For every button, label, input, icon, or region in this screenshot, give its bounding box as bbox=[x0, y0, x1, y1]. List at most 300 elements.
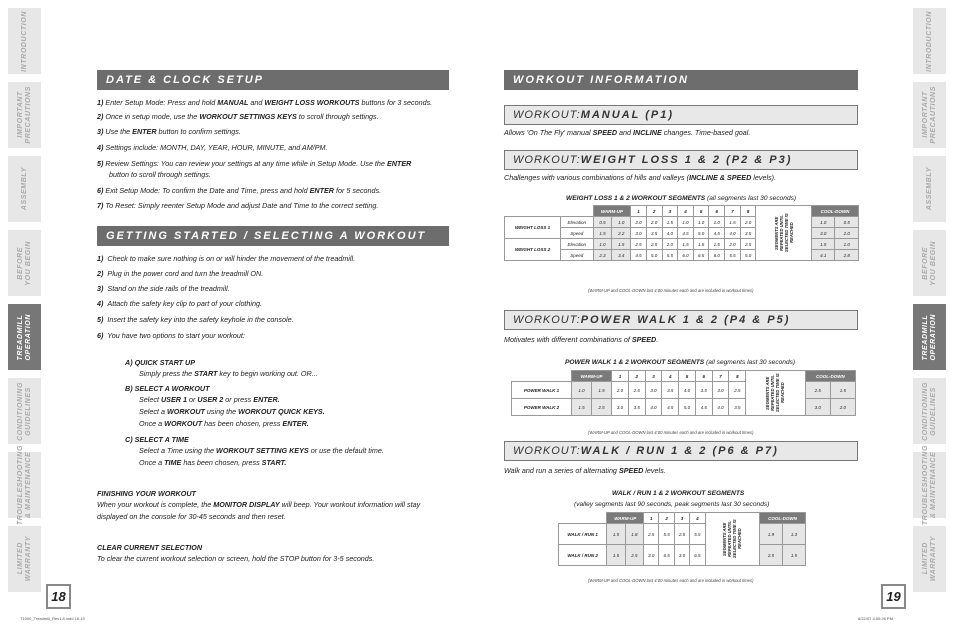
text-span: INTRODUCTION bbox=[925, 10, 933, 72]
table-cell: 5.5 bbox=[690, 524, 705, 545]
option-b-line3 bbox=[139, 419, 309, 430]
footer-file: T1000_Treadmill_Rev1.8.indd 18-19 bbox=[20, 616, 85, 621]
table-header-row bbox=[559, 513, 806, 524]
text-span: has been chosen, press bbox=[181, 458, 262, 467]
repeat-note-cell bbox=[756, 206, 812, 261]
table-cell: 5.0 bbox=[679, 399, 696, 416]
table-cell: 4.0 bbox=[712, 399, 729, 416]
text-span: MONITOR DISPLAY bbox=[213, 500, 280, 509]
text-span: 3) bbox=[97, 127, 104, 136]
page-number-left: 18 bbox=[46, 584, 71, 609]
text-span: Once a bbox=[139, 458, 165, 467]
date-clock-header: DATE & CLOCK SETUP bbox=[97, 70, 449, 90]
table-row bbox=[559, 545, 806, 566]
table-cell: 6 bbox=[695, 371, 712, 382]
text-span: or press bbox=[223, 395, 254, 404]
table-cell: 3.5 bbox=[729, 399, 746, 416]
text-span: 6) bbox=[97, 331, 104, 340]
table-cell: 4.0 bbox=[679, 382, 696, 399]
weight-loss-desc bbox=[504, 173, 776, 184]
power-walk-table bbox=[511, 370, 856, 416]
table-cell: 3.0 bbox=[805, 399, 830, 416]
text-span: WEIGHT LOSS 1 & 2 (P2 & P3) bbox=[580, 154, 793, 166]
text-span: key to begin working out. OR... bbox=[217, 369, 318, 378]
walk-run-table-sub: (valley segments last 90 seconds, peak segments last 30 seconds) bbox=[574, 501, 770, 508]
table-cell: 3.0 bbox=[812, 228, 835, 239]
text-span: START bbox=[194, 369, 218, 378]
table-cell: 1 bbox=[612, 371, 629, 382]
power-walk-desc bbox=[504, 335, 658, 346]
text-span: IMPORTANT PRECAUTIONS bbox=[921, 86, 937, 144]
table-cell: 4.5 bbox=[678, 228, 694, 239]
side-tab-before[interactable] bbox=[913, 230, 946, 296]
table-cell: 3.0 bbox=[612, 399, 629, 416]
text-span: WARM-UP bbox=[571, 371, 611, 382]
text-span: TREADMILL OPERATION bbox=[921, 313, 937, 361]
text-span: 5) bbox=[97, 315, 104, 324]
table-cell: 3.5 bbox=[740, 228, 756, 239]
weight-loss-header bbox=[504, 150, 858, 170]
text-span: or use the default time. bbox=[308, 446, 384, 455]
text-span: (all segments last 30 seconds) bbox=[705, 195, 797, 202]
table-cell: 5.0 bbox=[740, 250, 756, 261]
text-span: Attach the safety key clip to part of your clothing. bbox=[107, 299, 263, 308]
table-cell: 2.0 bbox=[830, 399, 855, 416]
side-tab-conditioning[interactable] bbox=[8, 378, 41, 444]
date-step-4 bbox=[97, 143, 327, 154]
text-span: using the bbox=[204, 407, 239, 416]
side-tab-troubleshooting[interactable] bbox=[913, 444, 946, 526]
side-tab-introduction[interactable] bbox=[8, 8, 41, 74]
text-span: has been chosen, press bbox=[202, 419, 283, 428]
table-cell: 1.5 bbox=[782, 545, 805, 566]
start-step-5 bbox=[97, 315, 294, 326]
table-cell: 4.0 bbox=[662, 228, 678, 239]
text-span: 5 bbox=[693, 206, 709, 217]
finishing-line1 bbox=[97, 500, 420, 511]
table-cell: 2.5 bbox=[625, 545, 643, 566]
text-span: 1) bbox=[97, 98, 104, 107]
text-span: changes. Time-based goal. bbox=[661, 128, 751, 137]
walk-run-table bbox=[558, 512, 806, 566]
text-span: 1 bbox=[631, 206, 647, 217]
power-walk-note: (WARM-UP and COOL-DOWN last 4:00 minutes each and are included in workout times) bbox=[588, 430, 754, 435]
table-cell: 2 bbox=[659, 513, 674, 524]
table-cell: 3.0 bbox=[712, 382, 729, 399]
left-side-tabs bbox=[8, 8, 41, 600]
table-cell: 4 bbox=[690, 513, 705, 524]
text-span: Allows 'On The Fly' manual bbox=[504, 128, 593, 137]
table-cell: 1.5 bbox=[693, 239, 709, 250]
text-span: . bbox=[656, 335, 659, 344]
walk-run-desc bbox=[504, 466, 666, 477]
text-span: Insert the safety key into the safety keyhole in the console. bbox=[107, 315, 294, 324]
text-span: ASSEMBLY bbox=[925, 167, 933, 211]
text-span: Once a bbox=[139, 419, 165, 428]
table-cell: 5.5 bbox=[659, 524, 674, 545]
table-cell: 2.2 bbox=[612, 228, 631, 239]
walk-run-note: (WARM-UP and COOL-DOWN last 4:00 minutes each and are included in workout times) bbox=[588, 578, 754, 583]
text-span: (all segments last 30 seconds) bbox=[704, 359, 796, 366]
table-cell: 1.5 bbox=[612, 239, 631, 250]
text-span: 4 bbox=[678, 206, 694, 217]
text-span: Select a Time using the bbox=[139, 446, 217, 455]
weight-loss-table bbox=[504, 205, 859, 261]
text-span: Select bbox=[139, 395, 161, 404]
table-cell: 1.0 bbox=[835, 239, 859, 250]
table-cell: 1.0 bbox=[709, 217, 725, 228]
table-cell: 1.5 bbox=[571, 399, 591, 416]
text-span: buttons for 3 seconds. bbox=[359, 98, 433, 107]
table-cell: 3.5 bbox=[646, 228, 662, 239]
side-tab-assembly[interactable] bbox=[8, 156, 41, 222]
table-cell: 3.0 bbox=[631, 228, 647, 239]
text-span: Settings include: MONTH, DAY, YEAR, HOUR, MINUTE, and AM/PM. bbox=[103, 143, 328, 152]
text-span: SEGMENTS ARE REPEATED UNTIL SELECTED TIME IS REACHED bbox=[765, 373, 786, 412]
power-walk-header bbox=[504, 310, 858, 330]
text-span: INTRODUCTION bbox=[20, 10, 28, 72]
text-span: Use the bbox=[103, 127, 133, 136]
table-cell: 2.0 bbox=[740, 217, 756, 228]
table-cell: 1.5 bbox=[709, 239, 725, 250]
text-span: Once in setup mode, use the bbox=[103, 112, 200, 121]
option-b-line1 bbox=[139, 395, 280, 406]
table-cell: 7 bbox=[712, 371, 729, 382]
table-header-row bbox=[512, 371, 856, 382]
text-span: Review Settings: You can review your settings at any time while in Setup Mode. Use the bbox=[103, 159, 387, 168]
text-span: MANUAL (P1) bbox=[580, 109, 674, 121]
table-cell: 1.5 bbox=[662, 217, 678, 228]
text-span: IMPORTANT PRECAUTIONS bbox=[16, 86, 32, 144]
text-span: WORKOUT bbox=[166, 407, 205, 416]
side-tab-troubleshooting[interactable] bbox=[8, 444, 41, 526]
clear-text: To clear the current workout selection or screen, hold the STOP button for 3-5 seconds. bbox=[97, 554, 375, 563]
text-span: COOL-DOWN bbox=[805, 371, 855, 382]
text-span: button to confirm settings. bbox=[156, 127, 241, 136]
option-a-text bbox=[139, 369, 318, 380]
walk-run-table-title: WALK / RUN 1 & 2 WORKOUT SEGMENTS bbox=[612, 490, 745, 497]
table-cell: 1.5 bbox=[678, 239, 694, 250]
table-cell: 1.0 bbox=[693, 217, 709, 228]
clear-title: CLEAR CURRENT SELECTION bbox=[97, 543, 203, 552]
table-cell: 2.5 bbox=[646, 239, 662, 250]
text-span: ENTER. bbox=[282, 419, 309, 428]
table-header-row bbox=[505, 206, 859, 217]
text-span: will beep. Your workout information will stay bbox=[279, 500, 421, 509]
side-tab-before[interactable] bbox=[8, 230, 41, 296]
table-cell: 3.4 bbox=[612, 250, 631, 261]
table-cell: 2.5 bbox=[674, 524, 689, 545]
text-span: WORKOUT bbox=[164, 419, 203, 428]
text-span: USER 1 bbox=[160, 395, 187, 404]
table-cell: 6.5 bbox=[693, 250, 709, 261]
table-cell: 3.0 bbox=[674, 545, 689, 566]
date-step-3 bbox=[97, 127, 241, 138]
text-span: Motivates with different combinations of bbox=[504, 335, 632, 344]
table-cell: 1.0 bbox=[812, 217, 835, 228]
date-step-2 bbox=[97, 112, 379, 123]
date-step-5-cont bbox=[109, 170, 211, 181]
side-tab-operation[interactable] bbox=[8, 304, 41, 370]
table-cell: 3 bbox=[674, 513, 689, 524]
text-span: 6 bbox=[709, 206, 725, 217]
side-tab-precautions[interactable] bbox=[913, 82, 946, 148]
text-span: START. bbox=[261, 458, 287, 467]
text-span: or bbox=[186, 395, 198, 404]
table-cell: 3.5 bbox=[628, 399, 645, 416]
text-span: 7 bbox=[725, 206, 741, 217]
option-a-title: A) QUICK START UP bbox=[125, 358, 196, 367]
text-span: WORKOUT QUICK KEYS. bbox=[238, 407, 325, 416]
text-span: INCLINE bbox=[633, 128, 662, 137]
table-cell: 3.5 bbox=[695, 382, 712, 399]
text-span: LIMITED WARRANTY bbox=[16, 536, 32, 582]
table-cell: 0.5 bbox=[835, 217, 859, 228]
text-span: WORKOUT: bbox=[513, 314, 581, 326]
text-span: Speed bbox=[560, 228, 593, 239]
finishing-line2: displayed on the console for 30-45 seconds and then reset. bbox=[97, 512, 286, 521]
table-cell: 4.0 bbox=[725, 228, 741, 239]
text-span: WEIGHT LOSS 2 bbox=[505, 239, 561, 261]
manual-header bbox=[504, 105, 858, 125]
date-step-7 bbox=[97, 201, 378, 212]
text-span: POWER WALK 1 & 2 (P4 & P5) bbox=[580, 314, 791, 326]
start-step-3 bbox=[97, 284, 230, 295]
table-cell: 1.5 bbox=[592, 382, 612, 399]
start-step-6 bbox=[97, 331, 245, 342]
text-span: You have two options to start your workout: bbox=[107, 331, 245, 340]
walk-run-header bbox=[504, 441, 858, 461]
text-span: Challenges with various combinations of hills and valleys ( bbox=[504, 173, 689, 182]
table-cell: 2.5 bbox=[729, 382, 746, 399]
footer-date: 6/22/07 4:55:26 PM bbox=[858, 616, 893, 621]
table-cell: 2.5 bbox=[631, 239, 647, 250]
power-walk-table-title bbox=[565, 359, 795, 366]
text-span: SEGMENTS ARE REPEATED UNTIL SELECTED TIME IS REACHED bbox=[722, 519, 743, 558]
text-span: 3) bbox=[97, 284, 104, 293]
date-step-1 bbox=[97, 98, 432, 109]
table-cell: 1.5 bbox=[725, 217, 741, 228]
table-cell: 5.0 bbox=[646, 250, 662, 261]
table-cell: POWER WALK 2 bbox=[512, 399, 572, 416]
text-span: Select a bbox=[139, 407, 167, 416]
option-c-line2 bbox=[139, 458, 286, 469]
text-span: SPEED bbox=[592, 128, 618, 137]
table-cell: 4.5 bbox=[709, 228, 725, 239]
table-cell: 1.5 bbox=[830, 382, 855, 399]
text-span: COOL-DOWN bbox=[812, 206, 859, 217]
manual-desc bbox=[504, 128, 750, 139]
text-span: ASSEMBLY bbox=[20, 167, 28, 211]
option-b-line2 bbox=[139, 407, 325, 418]
text-span: SEGMENTS ARE REPEATED UNTIL SELECTED TIME IS REACHED bbox=[773, 213, 794, 252]
table-cell: 1.5 bbox=[607, 524, 625, 545]
text-span: Elevation bbox=[560, 217, 593, 228]
table-cell: 5.5 bbox=[662, 250, 678, 261]
text-span: Plug in the power cord and turn the treadmill ON. bbox=[107, 269, 264, 278]
table-cell: 1 bbox=[644, 513, 659, 524]
table-cell: 3.0 bbox=[644, 545, 659, 566]
table-cell: 4.1 bbox=[812, 250, 835, 261]
text-span: and bbox=[617, 128, 634, 137]
text-span: Exit Setup Mode: To confirm the Date and Time, press and hold bbox=[103, 186, 310, 195]
table-cell: 1.5 bbox=[812, 239, 835, 250]
table-cell: 2.5 bbox=[805, 382, 830, 399]
weight-loss-note: (WARM-UP and COOL-DOWN last 4:00 minutes each and are included in workout times) bbox=[588, 288, 754, 293]
table-cell: 6.5 bbox=[659, 545, 674, 566]
table-cell: 4.5 bbox=[695, 399, 712, 416]
text-span: LIMITED WARRANTY bbox=[921, 536, 937, 582]
date-step-5 bbox=[97, 159, 411, 170]
text-span: 1) bbox=[97, 254, 104, 263]
text-span: ENTER. bbox=[253, 395, 280, 404]
table-cell: 2 bbox=[628, 371, 645, 382]
text-span: ENTER bbox=[386, 159, 412, 168]
side-tab-introduction[interactable] bbox=[913, 8, 946, 74]
text-span: WEIGHT LOSS 1 bbox=[505, 217, 561, 239]
table-cell: 2.8 bbox=[835, 250, 859, 261]
table-cell: 1.9 bbox=[759, 524, 782, 545]
table-cell: 0.5 bbox=[593, 217, 612, 228]
text-span: CONDITIONING GUIDELINES bbox=[921, 381, 937, 441]
text-span: TIME bbox=[164, 458, 182, 467]
text-span: INCLINE & SPEED bbox=[688, 173, 752, 182]
text-span: 4) bbox=[97, 143, 104, 152]
text-span: 4) bbox=[97, 299, 104, 308]
option-c-title: C) SELECT A TIME bbox=[125, 435, 189, 444]
text-span: 2 bbox=[646, 206, 662, 217]
table-cell: 2.0 bbox=[612, 382, 629, 399]
text-span: WORKOUT: bbox=[513, 445, 581, 457]
table-cell: WALK / RUN 2 bbox=[559, 545, 607, 566]
text-span: WALK / RUN 1 & 2 (P6 & P7) bbox=[580, 445, 779, 457]
table-cell: 4.5 bbox=[631, 250, 647, 261]
table-cell: 1.0 bbox=[678, 217, 694, 228]
text-span: and bbox=[248, 98, 265, 107]
table-cell: 2.0 bbox=[725, 239, 741, 250]
repeat-note-cell bbox=[746, 371, 806, 416]
date-step-6 bbox=[97, 186, 381, 197]
workout-info-header: WORKOUT INFORMATION bbox=[504, 70, 858, 90]
text-span: CONDITIONING GUIDELINES bbox=[16, 381, 32, 441]
text-span: WEIGHT LOSS WORKOUTS bbox=[264, 98, 360, 107]
table-cell: 4 bbox=[662, 371, 679, 382]
table-cell: 2.5 bbox=[628, 382, 645, 399]
text-span: SPEED bbox=[618, 466, 644, 475]
table-cell: 6.0 bbox=[709, 250, 725, 261]
table-cell: 4.0 bbox=[645, 399, 662, 416]
table-cell: 2.3 bbox=[593, 250, 612, 261]
text-span: Simply press the bbox=[139, 369, 195, 378]
table-cell: 5.0 bbox=[693, 228, 709, 239]
right-side-tabs bbox=[913, 8, 946, 600]
text-span: 5) bbox=[97, 159, 104, 168]
getting-started-header: GETTING STARTED / SELECTING A WORKOUT bbox=[97, 226, 449, 246]
option-c-line1 bbox=[139, 446, 384, 457]
text-span: ENTER bbox=[132, 127, 157, 136]
text-span: 7) bbox=[97, 201, 104, 210]
text-span: BEFORE YOU BEGIN bbox=[921, 240, 937, 286]
table-cell: 6.0 bbox=[678, 250, 694, 261]
text-span: WORKOUT: bbox=[513, 154, 581, 166]
text-span: POWER WALK 1 & 2 WORKOUT SEGMENTS bbox=[565, 359, 705, 366]
text-span: Elevation bbox=[560, 239, 593, 250]
text-span: Enter Setup Mode: Press and hold bbox=[103, 98, 218, 107]
text-span: levels). bbox=[751, 173, 777, 182]
table-cell: COOL-DOWN bbox=[759, 513, 805, 524]
side-tab-warranty[interactable] bbox=[8, 526, 41, 592]
text-span: ENTER bbox=[309, 186, 334, 195]
table-cell: 2.0 bbox=[662, 239, 678, 250]
text-span: USER 2 bbox=[197, 395, 224, 404]
table-cell: 2.0 bbox=[835, 228, 859, 239]
table-cell: 1.5 bbox=[607, 545, 625, 566]
text-span: Check to make sure nothing is on or will hinder the movement of the treadmill. bbox=[107, 254, 356, 263]
repeat-note-cell bbox=[705, 513, 759, 566]
text-span: Speed bbox=[560, 250, 593, 261]
table-cell: 3 bbox=[645, 371, 662, 382]
text-span: TROUBLESHOOTING & MAINTENANCE bbox=[16, 444, 32, 526]
text-span: Stand on the side rails of the treadmill. bbox=[107, 284, 230, 293]
text-span: TROUBLESHOOTING & MAINTENANCE bbox=[921, 444, 937, 526]
table-cell: 1.3 bbox=[782, 524, 805, 545]
option-b-title: B) SELECT A WORKOUT bbox=[125, 384, 210, 393]
text-span: WEIGHT LOSS 1 & 2 WORKOUT SEGMENTS bbox=[566, 195, 706, 202]
table-cell: WARM-UP bbox=[607, 513, 644, 524]
table-row bbox=[559, 524, 806, 545]
text-span: 8 bbox=[740, 206, 756, 217]
text-span: WORKOUT: bbox=[513, 109, 581, 121]
text-span: 2) bbox=[97, 112, 104, 121]
text-span: SPEED bbox=[631, 335, 657, 344]
table-cell: 2.5 bbox=[592, 399, 612, 416]
side-tab-conditioning[interactable] bbox=[913, 378, 946, 444]
table-cell: 5.5 bbox=[725, 250, 741, 261]
text-span: for 5 seconds. bbox=[334, 186, 382, 195]
text-span: WORKOUT SETTINGS KEYS bbox=[199, 112, 297, 121]
side-tab-assembly[interactable] bbox=[913, 156, 946, 222]
text-span: 6) bbox=[97, 186, 104, 195]
text-span: Walk and run a series of alternating bbox=[504, 466, 619, 475]
table-cell: 1.5 bbox=[593, 228, 612, 239]
finishing-title: FINISHING YOUR WORKOUT bbox=[97, 489, 196, 498]
table-cell: 3.5 bbox=[662, 382, 679, 399]
text-span: To Reset: Simply reenter Setup Mode and adjust Date and Time to the correct setting. bbox=[103, 201, 379, 210]
table-cell: 8 bbox=[729, 371, 746, 382]
text-span: levels. bbox=[643, 466, 666, 475]
table-cell: 2.5 bbox=[644, 524, 659, 545]
text-span: MANUAL bbox=[217, 98, 249, 107]
table-cell: 2.0 bbox=[646, 217, 662, 228]
text-span: TREADMILL OPERATION bbox=[16, 313, 32, 361]
side-tab-warranty[interactable] bbox=[913, 526, 946, 592]
table-cell: 2.0 bbox=[631, 217, 647, 228]
side-tab-operation[interactable] bbox=[913, 304, 946, 370]
text-span: When your workout is complete, the bbox=[97, 500, 214, 509]
text-span: WORKOUT SETTING KEYS bbox=[216, 446, 309, 455]
table-cell: 2.5 bbox=[759, 545, 782, 566]
table-cell: 6.5 bbox=[690, 545, 705, 566]
table-cell: 3.0 bbox=[645, 382, 662, 399]
text-span: to scroll through settings. bbox=[296, 112, 379, 121]
table-cell: 2.5 bbox=[740, 239, 756, 250]
text-span: BEFORE YOU BEGIN bbox=[16, 240, 32, 286]
text-span: button to scroll through settings. bbox=[109, 170, 211, 179]
table-cell: WALK / RUN 1 bbox=[559, 524, 607, 545]
table-cell: 1.0 bbox=[593, 239, 612, 250]
table-cell: 1.0 bbox=[612, 217, 631, 228]
side-tab-precautions[interactable] bbox=[8, 82, 41, 148]
